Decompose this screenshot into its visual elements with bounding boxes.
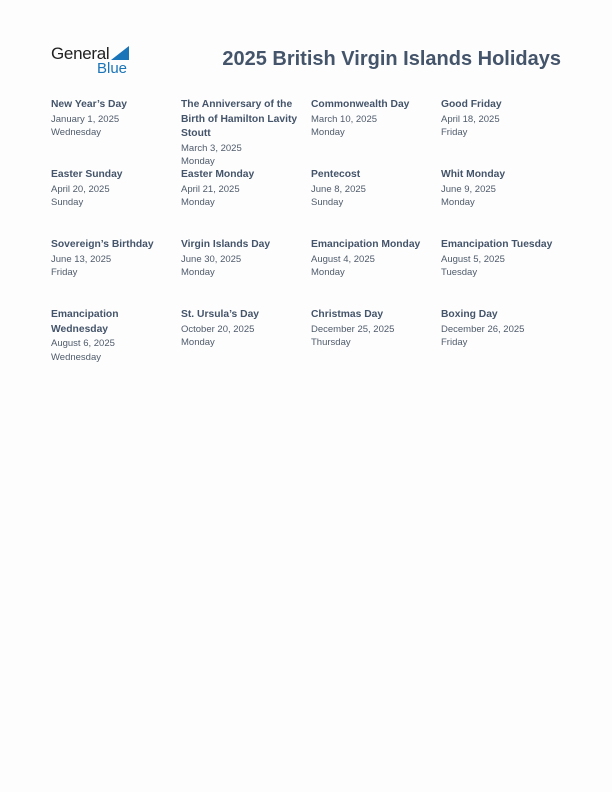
holiday-item [51,98,173,140]
holiday-date: June 30, 2025 [181,253,242,265]
logo-text-blue: Blue [97,60,128,77]
holiday-item [51,308,151,364]
holiday-weekday: Friday [51,267,78,278]
holiday-weekday: Monday [181,156,215,167]
holiday-name: Good Friday [441,99,502,110]
holiday-item [441,168,563,210]
holiday-date: December 26, 2025 [441,323,525,335]
holiday-name: Pentecost [311,169,361,180]
holiday-date: March 3, 2025 [181,142,242,154]
holiday-weekday: Monday [311,267,345,278]
holiday-name: Sovereign’s Birthday [51,239,154,250]
holiday-name: St. Ursula’s Day [181,309,260,320]
holiday-item [311,98,433,140]
holiday-item [181,168,303,210]
holiday-weekday: Tuesday [441,267,478,278]
holiday-item [181,238,303,280]
holiday-weekday: Monday [441,197,475,208]
holiday-item [311,308,433,350]
holiday-item [311,238,433,280]
holiday-weekday: Thursday [311,337,351,348]
page-title: 2025 British Virgin Islands Holidays [222,48,561,70]
holiday-name: Whit Monday [441,169,506,180]
holiday-name: The Anniversary of the Birth of Hamilton Lavity Stoutt [181,99,298,139]
holiday-date: April 21, 2025 [181,183,240,195]
holiday-date: April 20, 2025 [51,183,110,195]
holiday-name: New Year’s Day [51,99,127,110]
logo-text-general: General [51,44,110,63]
holiday-weekday: Monday [181,337,215,348]
holiday-date: August 5, 2025 [441,253,505,265]
holiday-weekday: Wednesday [51,351,101,363]
holiday-name: Easter Sunday [51,169,123,180]
holiday-weekday: Friday [441,337,468,348]
holiday-item [441,308,563,350]
holiday-date: December 25, 2025 [311,323,395,335]
holiday-item [181,308,303,350]
holiday-item [51,238,173,280]
holiday-date: June 9, 2025 [441,183,496,195]
holiday-name: Virgin Islands Day [181,239,271,250]
logo-triangle-icon [111,46,129,60]
holiday-item [51,168,173,210]
holiday-item [311,168,433,210]
holiday-item [441,98,563,140]
holiday-date: March 10, 2025 [311,113,378,125]
holiday-name: Easter Monday [181,169,255,180]
holiday-name: Boxing Day [441,309,498,320]
holiday-name: Emancipation Tuesday [441,239,553,250]
holiday-name: Commonwealth Day [311,99,410,110]
holiday-weekday: Wednesday [51,127,101,138]
holiday-date: June 13, 2025 [51,253,112,265]
holiday-name: Emancipation Wednesday [51,309,119,335]
holiday-weekday: Monday [181,197,215,208]
holiday-date: October 20, 2025 [181,323,255,335]
holiday-weekday: Sunday [51,197,84,208]
holiday-item [181,98,303,169]
holiday-date: August 6, 2025 [51,338,115,349]
holiday-date: June 8, 2025 [311,183,366,195]
holiday-item [441,238,571,280]
generalblue-logo [51,44,133,78]
holiday-date: August 4, 2025 [311,253,375,265]
holiday-weekday: Friday [441,127,468,138]
holiday-weekday: Monday [181,267,215,278]
holiday-date: January 1, 2025 [51,113,120,125]
holiday-name: Emancipation Monday [311,239,421,250]
holiday-name: Christmas Day [311,309,384,320]
holiday-weekday: Monday [311,127,345,138]
holiday-weekday: Sunday [311,197,344,208]
holiday-date: April 18, 2025 [441,113,500,125]
